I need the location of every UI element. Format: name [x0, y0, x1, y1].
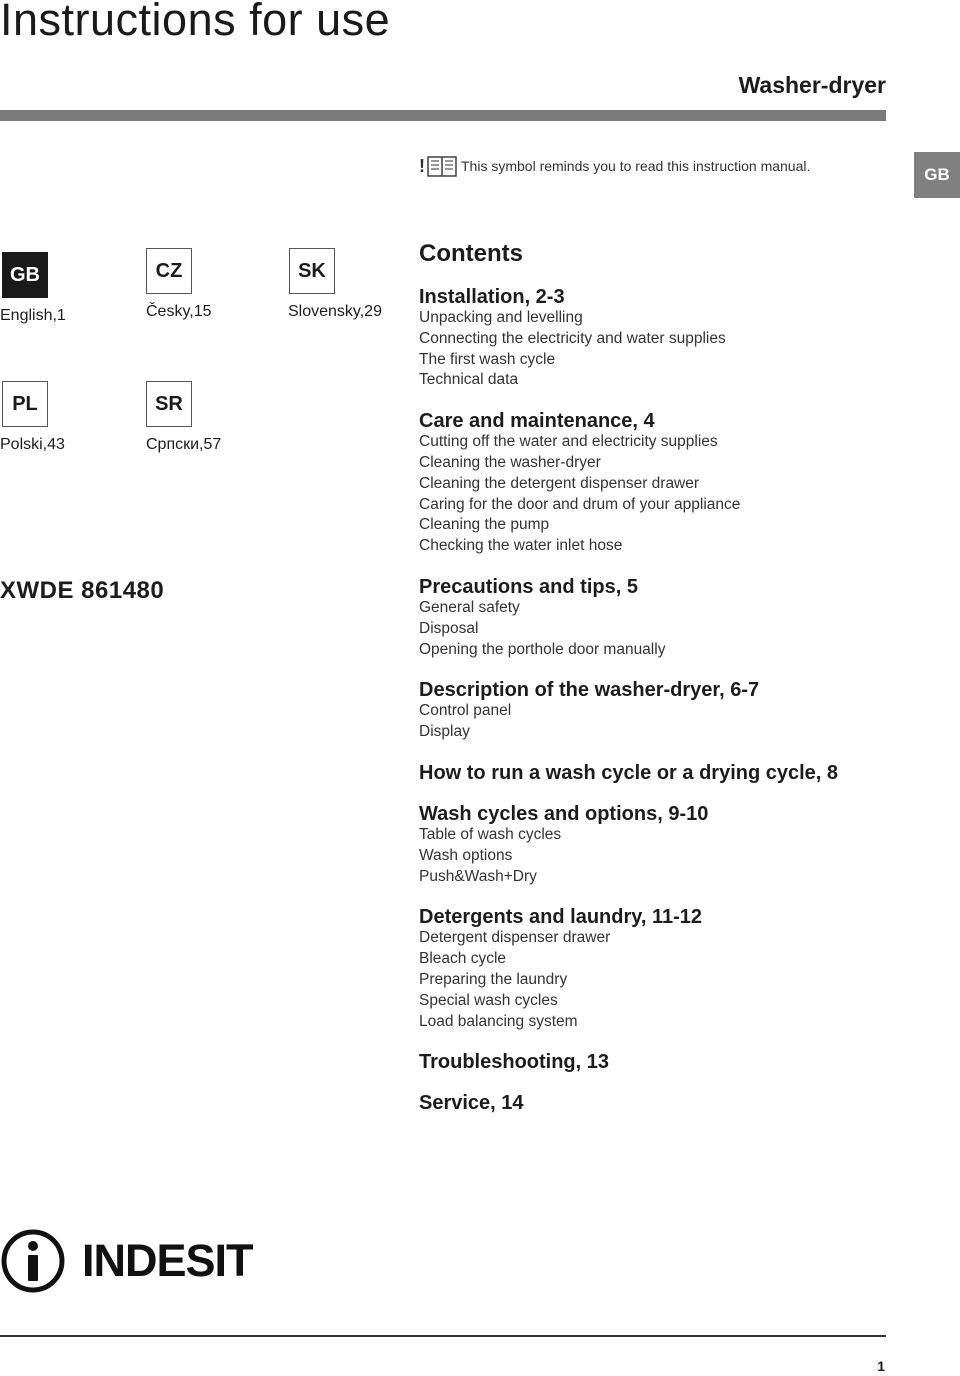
toc-item[interactable]: The first wash cycle [419, 350, 556, 368]
toc-item[interactable]: Disposal [419, 619, 479, 637]
toc-item[interactable]: Cleaning the pump [419, 516, 550, 534]
toc-item[interactable]: Opening the porthole door manually [419, 640, 666, 658]
language-code-pl[interactable]: PL [2, 381, 48, 427]
toc-item[interactable]: Load balancing system [419, 1012, 578, 1030]
model-number: XWDE 861480 [0, 577, 165, 604]
toc-item[interactable]: Bleach cycle [419, 950, 507, 968]
toc-section-title[interactable]: Detergents and laundry, 11-12 [419, 906, 703, 929]
brand-logo [0, 1228, 253, 1294]
toc-item[interactable]: Technical data [419, 371, 519, 389]
language-code-sr[interactable]: SR [146, 381, 192, 427]
indesit-logo-icon [0, 1228, 66, 1294]
title-divider [0, 110, 886, 121]
toc-section-wash-cycles [419, 803, 889, 887]
toc-section-title[interactable]: Precautions and tips, 5 [419, 575, 638, 598]
contents-heading: Contents [419, 240, 523, 267]
toc-item[interactable]: Table of wash cycles [419, 825, 562, 843]
toc-section-title[interactable]: Description of the washer-dryer, 6-7 [419, 679, 760, 702]
language-code-sk[interactable]: SK [289, 248, 335, 294]
toc-item[interactable]: Cleaning the washer-dryer [419, 453, 601, 471]
language-label-serbian[interactable]: Српски,57 [146, 436, 222, 453]
manual-book-icon [427, 155, 457, 177]
manual-reminder [419, 154, 810, 178]
brand-name: INDESIT [82, 1235, 253, 1286]
toc-section-title[interactable]: Care and maintenance, 4 [419, 410, 655, 433]
toc-item[interactable]: Special wash cycles [419, 991, 558, 1009]
toc-item[interactable]: Wash options [419, 846, 513, 864]
toc-section-service [419, 1092, 889, 1114]
toc-section-description [419, 679, 889, 743]
toc-section-title[interactable]: Installation, 2-3 [419, 286, 565, 308]
toc-item[interactable]: Unpacking and levelling [419, 309, 583, 326]
language-label-english[interactable]: English,1 [0, 307, 66, 324]
language-code-gb[interactable]: GB [2, 252, 48, 298]
toc-item[interactable]: Display [419, 723, 470, 741]
toc-section-title[interactable]: Wash cycles and options, 9-10 [419, 802, 709, 825]
toc-section-title[interactable]: Troubleshooting, 13 [419, 1051, 610, 1074]
language-tab: GB [914, 152, 960, 198]
toc-item[interactable]: Connecting the electricity and water supplies [419, 329, 726, 347]
toc-section-title[interactable]: How to run a wash cycle or a drying cycle, 8 [419, 761, 839, 784]
toc-section-title[interactable]: Service, 14 [419, 1092, 524, 1115]
toc-item[interactable]: Caring for the door and drum of your appliance [419, 495, 741, 513]
footer-divider [0, 1335, 886, 1337]
toc-item[interactable]: Detergent dispenser drawer [419, 929, 611, 947]
language-label-czech[interactable]: Česky,15 [146, 303, 212, 320]
toc-section-troubleshooting [419, 1051, 889, 1073]
toc-item[interactable]: Cutting off the water and electricity supplies [419, 433, 718, 451]
toc-item[interactable]: Checking the water inlet hose [419, 537, 623, 555]
language-label-slovak[interactable]: Slovensky,29 [288, 303, 382, 320]
toc-section-care [419, 410, 889, 557]
toc-item[interactable]: Cleaning the detergent dispenser drawer [419, 474, 700, 492]
toc-item[interactable]: Preparing the laundry [419, 970, 568, 988]
document-title: Instructions for use [0, 0, 391, 45]
reminder-text: This symbol reminds you to read this instruction manual. [461, 158, 811, 174]
toc-section-precautions [419, 576, 889, 660]
toc-item[interactable]: General safety [419, 598, 520, 616]
toc-section-detergents [419, 906, 889, 1032]
page-number: 1 [877, 1358, 885, 1374]
warning-mark: ! [419, 155, 425, 176]
table-of-contents [419, 286, 889, 1133]
toc-item[interactable]: Control panel [419, 702, 512, 720]
document-subtitle: Washer-dryer [738, 72, 886, 98]
toc-section-run-cycle [419, 762, 889, 784]
toc-section-installation [419, 286, 889, 391]
language-code-cz[interactable]: CZ [146, 248, 192, 294]
toc-item[interactable]: Push&Wash+Dry [419, 867, 537, 885]
language-label-polish[interactable]: Polski,43 [0, 436, 65, 453]
